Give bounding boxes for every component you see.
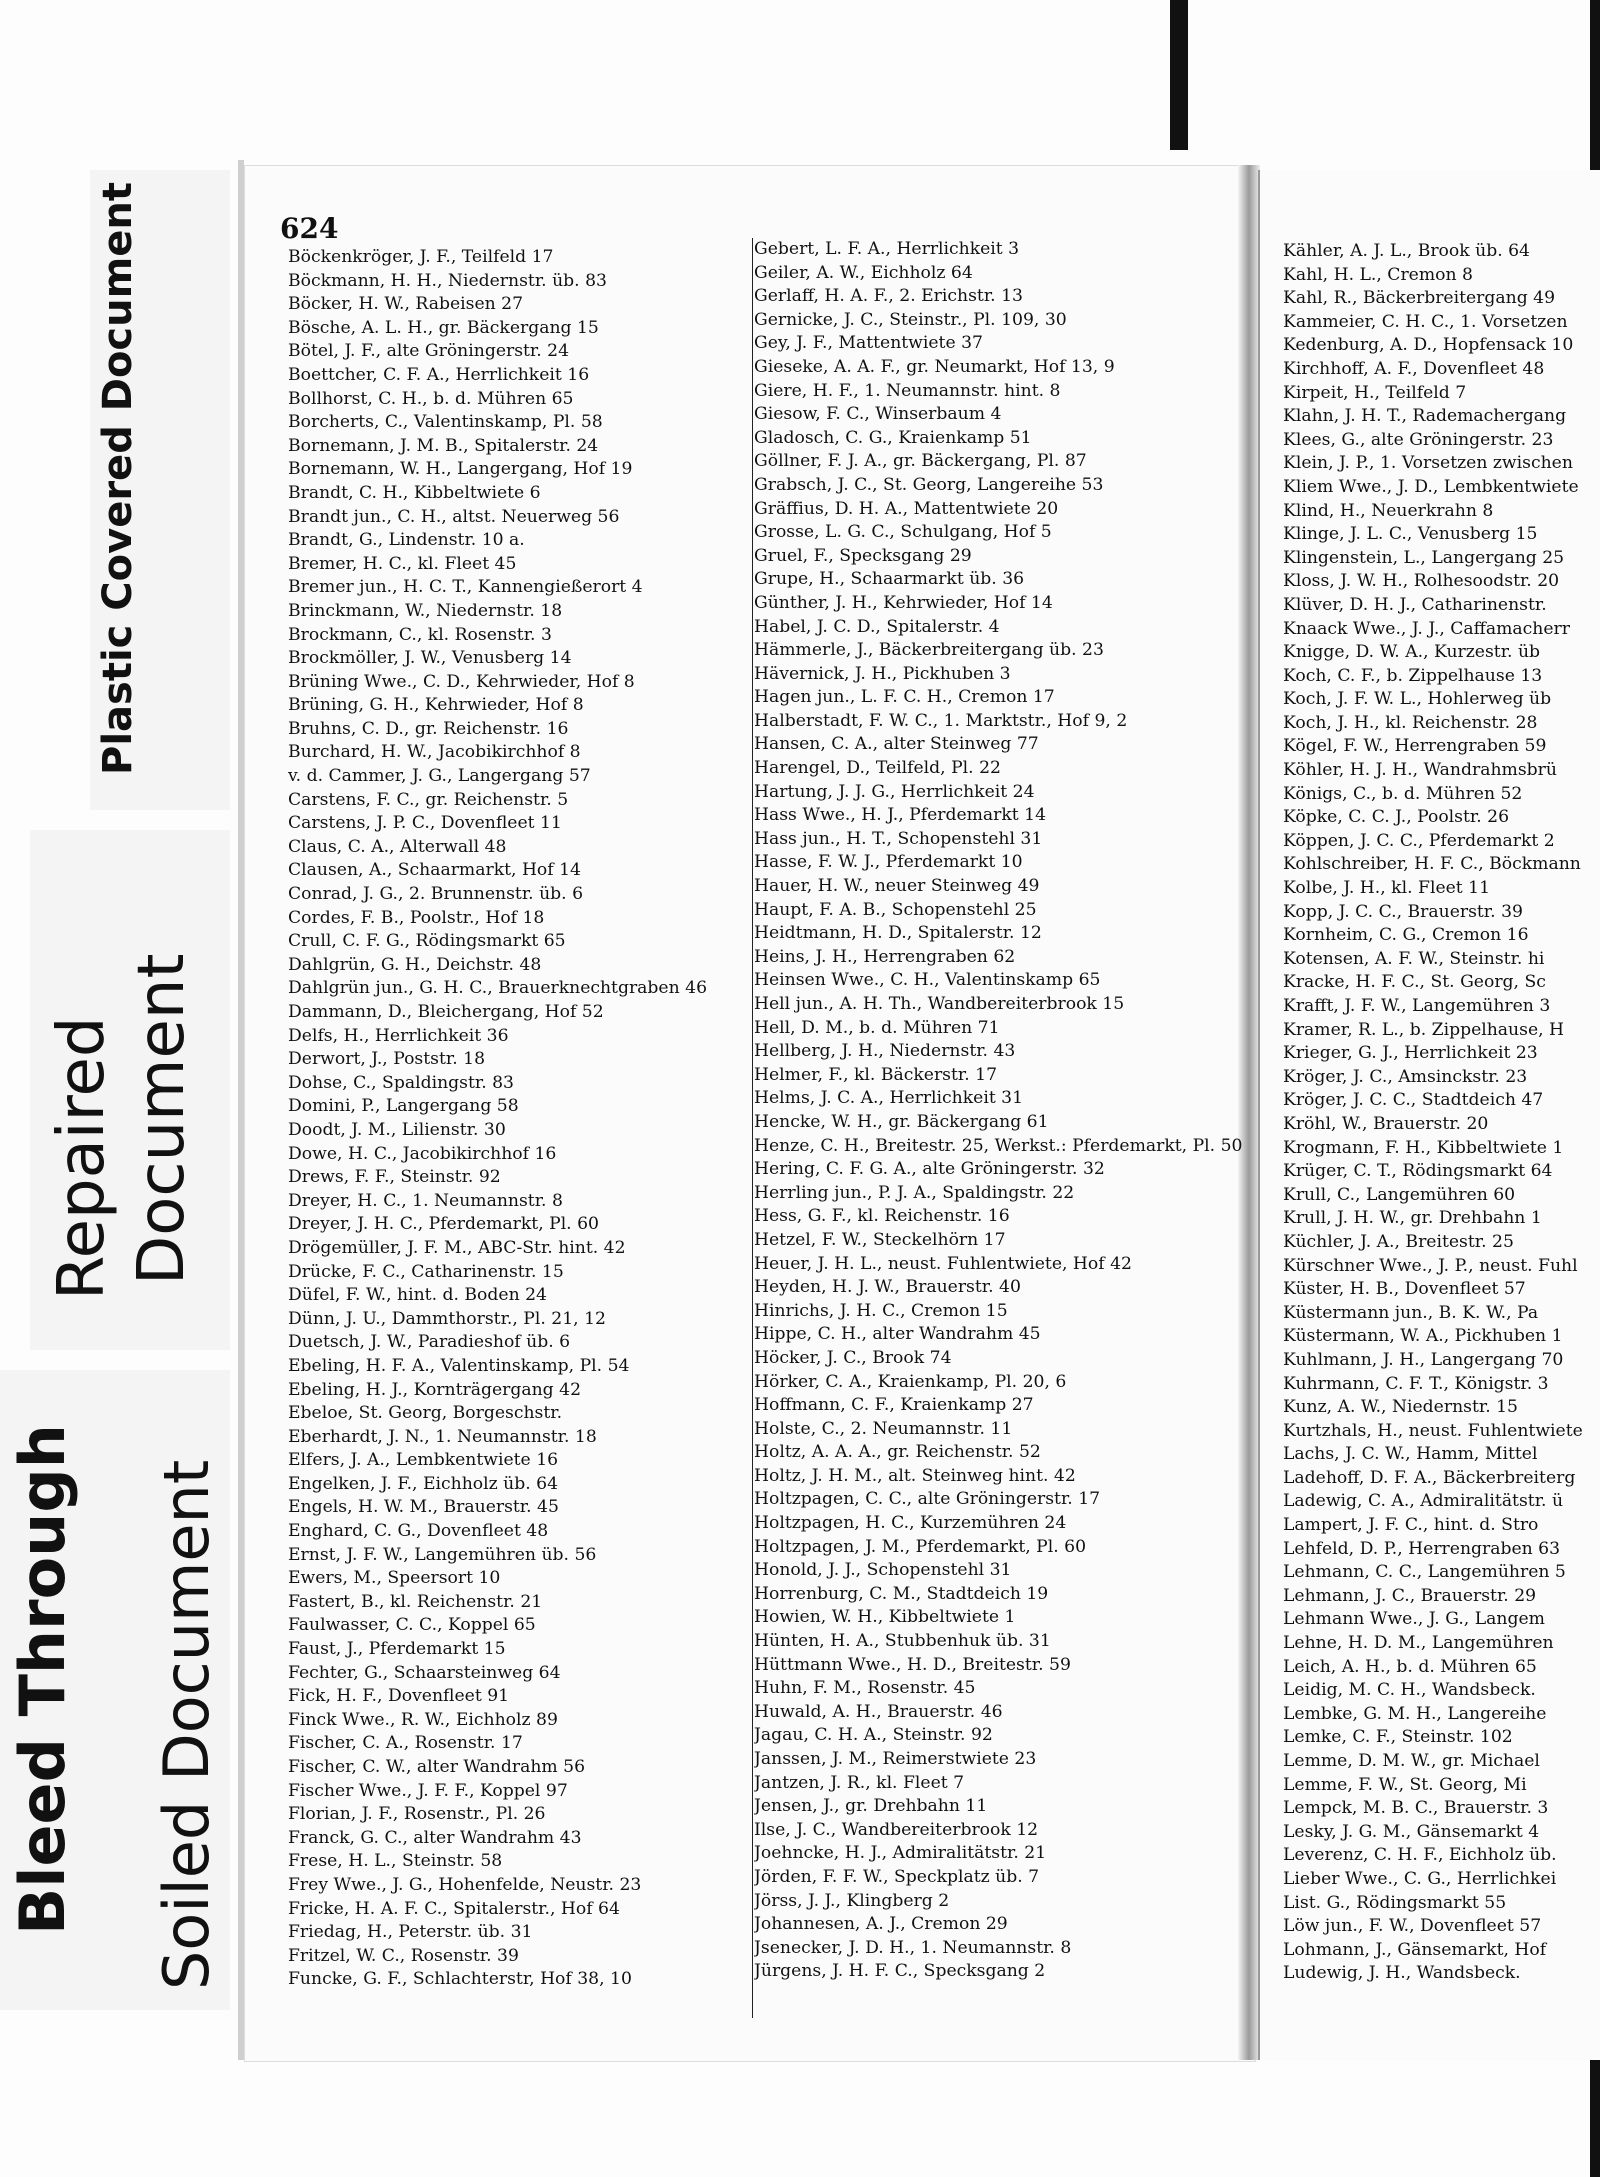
directory-entry: Lieber Wwe., C. G., Herrlichkei	[1283, 1868, 1557, 1889]
directory-entry: Küstermann jun., B. K. W., Pa	[1283, 1302, 1539, 1323]
directory-entry: Ladewig, C. A., Admiralitätstr. ü	[1283, 1491, 1564, 1512]
directory-entry: Kahl, R., Bäckerbreitergang 49	[1283, 288, 1556, 309]
directory-entry: Lesky, J. G. M., Gänsemarkt 4	[1283, 1821, 1540, 1842]
directory-entry: Harengel, D., Teilfeld, Pl. 22	[754, 758, 1001, 779]
directory-entry: Dahlgrün, G. H., Deichstr. 48	[288, 954, 542, 975]
directory-entry: Kohlschreiber, H. F. C., Böckmann	[1283, 854, 1581, 875]
directory-entry: Lemke, C. F., Steinstr. 102	[1283, 1727, 1513, 1748]
directory-entry: Habel, J. C. D., Spitalerstr. 4	[754, 616, 1000, 637]
directory-entry: Hauer, H. W., neuer Steinweg 49	[754, 876, 1040, 897]
directory-entry: Brandt jun., C. H., altst. Neuerweg 56	[288, 506, 620, 527]
directory-entry: Heuer, J. H. L., neust. Fuhlentwiete, Hof 42	[754, 1253, 1132, 1274]
directory-entry: Drögemüller, J. F. M., ABC-Str. hint. 42	[288, 1237, 626, 1258]
directory-entry: Gruel, F., Specksgang 29	[754, 545, 972, 566]
directory-entry: Kopp, J. C. C., Brauerstr. 39	[1283, 901, 1523, 922]
directory-entry: Grosse, L. G. C., Schulgang, Hof 5	[754, 522, 1052, 543]
directory-entry: Köpke, C. C. J., Poolstr. 26	[1283, 807, 1510, 828]
directory-entry: Friedag, H., Peterstr. üb. 31	[288, 1922, 533, 1943]
directory-entry: Jsenecker, J. D. H., 1. Neumannstr. 8	[754, 1937, 1072, 1958]
directory-entry: Jörden, F. F. W., Speckplatz üb. 7	[754, 1866, 1040, 1887]
directory-entry: Klüver, D. H. J., Catharinenstr.	[1283, 594, 1547, 615]
directory-entry: Eberhardt, J. N., 1. Neumannstr. 18	[288, 1426, 597, 1447]
directory-entry: Lachs, J. C. W., Hamm, Mittel	[1283, 1444, 1538, 1465]
directory-entry: Franck, G. C., alter Wandrahm 43	[288, 1827, 582, 1848]
directory-entry: Heinsen Wwe., C. H., Valentinskamp 65	[754, 970, 1101, 991]
directory-entry: Ludewig, J. H., Wandsbeck.	[1283, 1963, 1521, 1984]
directory-entry: Kahl, H. L., Cremon 8	[1283, 264, 1473, 285]
directory-entry: Hansen, C. A., alter Steinweg 77	[754, 734, 1039, 755]
directory-entry: Knigge, D. W. A., Kurzestr. üb	[1283, 642, 1541, 663]
directory-entry: Carstens, J. P. C., Dovenfleet 11	[288, 813, 562, 834]
directory-entry: Dreyer, H. C., 1. Neumannstr. 8	[288, 1190, 563, 1211]
directory-entry: v. d. Cammer, J. G., Langergang 57	[288, 766, 591, 787]
label-soiled: Soiled Document	[150, 1459, 223, 1990]
directory-entry: Dreyer, J. H. C., Pferdemarkt, Pl. 60	[288, 1214, 599, 1235]
directory-entry: Gernicke, J. C., Steinstr., Pl. 109, 30	[754, 309, 1067, 330]
directory-entry: Holtzpagen, C. C., alte Gröningerstr. 17	[754, 1489, 1101, 1510]
directory-entry: Düfel, F. W., hint. d. Boden 24	[288, 1285, 547, 1306]
directory-entry: Frey Wwe., J. G., Hohenfelde, Neustr. 23	[288, 1874, 642, 1895]
directory-entry: Kracke, H. F. C., St. Georg, Sc	[1283, 972, 1546, 993]
directory-entry: Burchard, H. W., Jacobikirchhof 8	[288, 742, 581, 763]
directory-entry: Böcker, H. W., Rabeisen 27	[288, 294, 524, 315]
directory-entry: Ebeling, H. F. A., Valentinskamp, Pl. 54	[288, 1355, 630, 1376]
directory-entry: Duetsch, J. W., Paradieshof üb. 6	[288, 1332, 571, 1353]
directory-entry: Krull, C., Langemühren 60	[1283, 1184, 1516, 1205]
directory-entry: Jürgens, J. H. F. C., Specksgang 2	[754, 1961, 1046, 1982]
directory-entry: Jantzen, J. R., kl. Fleet 7	[754, 1772, 965, 1793]
directory-entry: Hass Wwe., H. J., Pferdemarkt 14	[754, 805, 1047, 826]
directory-entry: Lehfeld, D. P., Herrengraben 63	[1283, 1538, 1561, 1559]
directory-entry: Hünten, H. A., Stubbenhuk üb. 31	[754, 1631, 1051, 1652]
directory-entry: Dowe, H. C., Jacobikirchhof 16	[288, 1143, 557, 1164]
directory-entry: Bösche, A. L. H., gr. Bäckergang 15	[288, 317, 599, 338]
directory-entry: Derwort, J., Poststr. 18	[288, 1049, 486, 1070]
directory-entry: Brandt, C. H., Kibbeltwiete 6	[288, 482, 541, 503]
page-number: 624	[280, 212, 339, 245]
directory-entry: Gräffius, D. H. A., Mattentwiete 20	[754, 498, 1059, 519]
directory-entry: Hell, D. M., b. d. Mühren 71	[754, 1017, 1000, 1038]
directory-entry: Kürschner Wwe., J. P., neust. Fuhl	[1283, 1255, 1578, 1276]
directory-entry: Kögel, F. W., Herrengraben 59	[1283, 736, 1547, 757]
label-plastic-covered: Plastic Covered Document	[95, 181, 141, 775]
directory-entry: Holtzpagen, J. M., Pferdemarkt, Pl. 60	[754, 1536, 1087, 1557]
directory-entry: Hartung, J. J. G., Herrlichkeit 24	[754, 781, 1035, 802]
directory-entry: Brockmann, C., kl. Rosenstr. 3	[288, 624, 552, 645]
directory-entry: Kramer, R. L., b. Zippelhause, H	[1283, 1019, 1565, 1040]
directory-entry: Gerlaff, H. A. F., 2. Erichstr. 13	[754, 286, 1023, 307]
directory-entry: Fischer, C. A., Rosenstr. 17	[288, 1733, 523, 1754]
directory-entry: Krafft, J. F. W., Langemühren 3	[1283, 996, 1551, 1016]
directory-entry: Howien, W. H., Kibbeltwiete 1	[754, 1607, 1016, 1628]
directory-entry: Günther, J. H., Kehrwieder, Hof 14	[754, 592, 1053, 613]
directory-entry: Carstens, F. C., gr. Reichenstr. 5	[288, 789, 569, 810]
directory-entry: Kammeier, C. H. C., 1. Vorsetzen	[1283, 311, 1568, 332]
directory-entry: Klein, J. P., 1. Vorsetzen zwischen	[1283, 453, 1573, 474]
directory-entry: Funcke, G. F., Schlachterstr, Hof 38, 10	[288, 1969, 632, 1990]
directory-entry: Kedenburg, A. D., Hopfensack 10	[1283, 335, 1574, 356]
directory-entry: Faust, J., Pferdemarkt 15	[288, 1639, 506, 1660]
directory-entry: Fischer, C. W., alter Wandrahm 56	[288, 1757, 586, 1777]
directory-entry: Hasse, F. W. J., Pferdemarkt 10	[754, 852, 1023, 873]
directory-entry: Elfers, J. A., Lembkentwiete 16	[288, 1450, 559, 1471]
directory-entry: Heins, J. H., Herrengraben 62	[754, 946, 1016, 967]
directory-entry: Ilse, J. C., Wandbereiterbrook 12	[754, 1819, 1039, 1840]
directory-entry: Faulwasser, C. C., Koppel 65	[288, 1615, 536, 1636]
directory-entry: Borcherts, C., Valentinskamp, Pl. 58	[288, 412, 603, 433]
directory-entry: Koch, J. F. W. L., Hohlerweg üb	[1283, 689, 1552, 710]
directory-entry: Böckmann, H. H., Niedernstr. üb. 83	[288, 270, 607, 291]
directory-entry: List. G., Rödingsmarkt 55	[1283, 1892, 1507, 1913]
directory-entry: Jensen, J., gr. Drehbahn 11	[754, 1796, 988, 1817]
directory-entry: Helmer, F., kl. Bäckerstr. 17	[754, 1064, 998, 1085]
directory-entry: Dünn, J. U., Dammthorstr., Pl. 21, 12	[288, 1308, 606, 1329]
directory-entry: Giesow, F. C., Winserbaum 4	[754, 404, 1002, 425]
directory-entry: Heyden, H. J. W., Brauerstr. 40	[754, 1277, 1021, 1298]
directory-entry: Hoffmann, C. F., Kraienkamp 27	[754, 1395, 1034, 1416]
directory-entry: Hering, C. F. G. A., alte Gröningerstr. 32	[754, 1159, 1105, 1180]
directory-entry: Hess, G. F., kl. Reichenstr. 16	[754, 1206, 1010, 1227]
directory-entry: Kuhlmann, J. H., Langergang 70	[1283, 1349, 1564, 1370]
directory-entry: Bornemann, J. M. B., Spitalerstr. 24	[288, 435, 599, 456]
directory-entry: Gladosch, C. G., Kraienkamp 51	[754, 427, 1032, 448]
directory-entry: Delfs, H., Herrlichkeit 36	[288, 1025, 509, 1046]
directory-entry: Brandt, G., Lindenstr. 10 a.	[288, 530, 525, 551]
directory-entry: Knaack Wwe., J. J., Caffamacherr	[1283, 618, 1570, 639]
directory-entry: Brüning Wwe., C. D., Kehrwieder, Hof 8	[288, 671, 635, 692]
directory-entry: Henze, C. H., Breitestr. 25, Werkst.: Pferdemarkt, Pl. 50	[754, 1135, 1243, 1156]
directory-entry: Kliem Wwe., J. D., Lembkentwiete	[1283, 476, 1579, 497]
directory-entry: Kröger, J. C. C., Stadtdeich 47	[1283, 1090, 1544, 1111]
directory-entry: Huhn, F. M., Rosenstr. 45	[754, 1678, 976, 1699]
directory-entry: Holtz, A. A. A., gr. Reichenstr. 52	[754, 1442, 1041, 1463]
directory-entry: Grabsch, J. C., St. Georg, Langereihe 53	[754, 474, 1104, 495]
directory-entry: Heidtmann, H. D., Spitalerstr. 12	[754, 923, 1042, 944]
directory-entry: Jörss, J. J., Klingberg 2	[754, 1890, 950, 1911]
directory-entry: Horrenburg, C. M., Stadtdeich 19	[754, 1583, 1049, 1604]
directory-entry: Kröhl, W., Brauerstr. 20	[1283, 1113, 1489, 1134]
directory-entry: Lehmann, C. C., Langemühren 5	[1283, 1562, 1566, 1583]
directory-entry: Helms, J. C. A., Herrlichkeit 31	[754, 1088, 1024, 1109]
directory-entry: Ernst, J. F. W., Langemühren üb. 56	[288, 1544, 597, 1565]
directory-entry: Lohmann, J., Gänsemarkt, Hof	[1283, 1939, 1547, 1960]
directory-entry: Joehncke, H. J., Admiralitätstr. 21	[754, 1843, 1047, 1864]
directory-entry: Halberstadt, F. W. C., 1. Marktstr., Hof 9, 2	[754, 710, 1128, 731]
directory-entry: Ladehoff, D. F. A., Bäckerbreiterg	[1283, 1467, 1576, 1488]
directory-entry: Boettcher, C. F. A., Herrlichkeit 16	[288, 364, 590, 385]
directory-entry: Böckenkröger, J. F., Teilfeld 17	[288, 247, 554, 267]
directory-entry: Haupt, F. A. B., Schopenstehl 25	[754, 899, 1037, 920]
directory-entry: Klahn, J. H. T., Rademachergang	[1283, 406, 1567, 427]
directory-entry: Krüger, C. T., Rödingsmarkt 64	[1283, 1161, 1553, 1182]
directory-column-2	[754, 238, 1254, 1984]
directory-entry: Hagen jun., L. F. C. H., Cremon 17	[754, 687, 1055, 708]
directory-entry: Hellberg, J. H., Niedernstr. 43	[754, 1041, 1016, 1062]
directory-entry: Höcker, J. C., Brook 74	[754, 1347, 952, 1368]
label-bleed-through: Bleed Through	[6, 1424, 79, 1935]
directory-entry: Lehmann Wwe., J. G., Langem	[1283, 1609, 1545, 1630]
directory-entry: Hencke, W. H., gr. Bäckergang 61	[754, 1111, 1049, 1132]
directory-entry: Kirpeit, H., Teilfeld 7	[1283, 382, 1467, 403]
directory-entry: Kolbe, J. H., kl. Fleet 11	[1283, 878, 1491, 899]
directory-entry: Giere, H. F., 1. Neumannstr. hint. 8	[754, 380, 1061, 401]
directory-entry: Domini, P., Langergang 58	[288, 1096, 519, 1117]
directory-entry: Leidig, M. C. H., Wandsbeck.	[1283, 1680, 1536, 1701]
directory-entry: Bornemann, W. H., Langergang, Hof 19	[288, 459, 633, 480]
directory-entry: Lehne, H. D. M., Langemühren	[1283, 1633, 1554, 1654]
directory-entry: Claus, C. A., Alterwall 48	[288, 836, 507, 857]
directory-entry: Bötel, J. F., alte Gröningerstr. 24	[288, 341, 570, 362]
directory-entry: Engelken, J. F., Eichholz üb. 64	[288, 1473, 559, 1494]
directory-entry: Kirchhoff, A. F., Dovenfleet 48	[1283, 358, 1545, 379]
directory-entry: Hinrichs, J. H. C., Cremon 15	[754, 1300, 1008, 1321]
directory-entry: Ebeling, H. J., Kornträgergang 42	[288, 1379, 582, 1400]
directory-entry: Klingenstein, L., Langergang 25	[1283, 547, 1565, 568]
directory-entry: Geiler, A. W., Eichholz 64	[754, 262, 973, 283]
directory-entry: Brüning, G. H., Kehrwieder, Hof 8	[288, 695, 584, 716]
scan-edge-top	[1170, 0, 1188, 150]
directory-entry: Leverenz, C. H. F., Eichholz üb.	[1283, 1845, 1557, 1866]
directory-entry: Fastert, B., kl. Reichenstr. 21	[288, 1591, 543, 1612]
directory-entry: Kähler, A. J. L., Brook üb. 64	[1283, 241, 1530, 261]
directory-entry: Ewers, M., Speersort 10	[288, 1568, 501, 1589]
directory-entry: Hell jun., A. H. Th., Wandbereiterbrook 15	[754, 994, 1125, 1014]
directory-entry: Göllner, F. J. A., gr. Bäckergang, Pl. 87	[754, 451, 1087, 472]
directory-entry: Fischer Wwe., J. F. F., Koppel 97	[288, 1780, 568, 1801]
directory-entry: Fritzel, W. C., Rosenstr. 39	[288, 1945, 519, 1966]
directory-entry: Florian, J. F., Rosenstr., Pl. 26	[288, 1804, 546, 1825]
directory-entry: Gebert, L. F. A., Herrlichkeit 3	[754, 239, 1020, 259]
directory-entry: Gey, J. F., Mattentwiete 37	[754, 333, 983, 354]
directory-entry: Dahlgrün jun., G. H. C., Brauerknechtgraben 46	[288, 978, 708, 999]
directory-entry: Kornheim, C. G., Cremon 16	[1283, 925, 1529, 946]
directory-entry: Cordes, F. B., Poolstr., Hof 18	[288, 907, 545, 928]
directory-entry: Dohse, C., Spaldingstr. 83	[288, 1072, 514, 1093]
directory-entry: Koch, J. H., kl. Reichenstr. 28	[1283, 712, 1538, 733]
directory-entry: Köppen, J. C. C., Pferdemarkt 2	[1283, 830, 1555, 851]
directory-entry: Jagau, C. H. A., Steinstr. 92	[754, 1725, 993, 1746]
directory-entry: Holste, C., 2. Neumannstr. 11	[754, 1418, 1013, 1439]
directory-entry: Clausen, A., Schaarmarkt, Hof 14	[288, 860, 581, 881]
directory-entry: Lempck, M. B. C., Brauerstr. 3	[1283, 1798, 1549, 1819]
directory-entry: Krogmann, F. H., Kibbeltwiete 1	[1283, 1137, 1564, 1158]
directory-entry: Enghard, C. G., Dovenfleet 48	[288, 1521, 549, 1542]
directory-entry: Fricke, H. A. F. C., Spitalerstr., Hof 64	[288, 1898, 620, 1919]
directory-entry: Hämmerle, J., Bäckerbreitergang üb. 23	[754, 640, 1104, 661]
directory-entry: Hävernick, J. H., Pickhuben 3	[754, 663, 1011, 684]
directory-entry: Brockmöller, J. W., Venusberg 14	[288, 648, 572, 669]
directory-entry: Klinge, J. L. C., Venusberg 15	[1283, 524, 1538, 545]
directory-entry: Johannesen, A. J., Cremon 29	[754, 1914, 1008, 1935]
directory-entry: Fick, H. F., Dovenfleet 91	[288, 1686, 510, 1707]
directory-entry: Gieseke, A. A. F., gr. Neumarkt, Hof 13, 9	[754, 356, 1115, 377]
directory-column-1	[288, 246, 758, 1992]
directory-entry: Conrad, J. G., 2. Brunnenstr. üb. 6	[288, 884, 584, 905]
directory-entry: Kunz, A. W., Niedernstr. 15	[1283, 1397, 1518, 1418]
directory-entry: Grupe, H., Schaarmarkt üb. 36	[754, 569, 1025, 590]
directory-entry: Köhler, H. J. H., Wandrahmsbrü	[1283, 760, 1557, 781]
directory-entry: Kotensen, A. F. W., Steinstr. hi	[1283, 948, 1545, 969]
directory-entry: Finck Wwe., R. W., Eichholz 89	[288, 1709, 558, 1730]
directory-entry: Küchler, J. A., Breitestr. 25	[1283, 1231, 1514, 1252]
directory-entry: Drücke, F. C., Catharinenstr. 15	[288, 1261, 564, 1282]
directory-entry: Leich, A. H., b. d. Mühren 65	[1283, 1656, 1537, 1677]
directory-entry: Lemme, F. W., St. Georg, Mi	[1283, 1774, 1527, 1795]
directory-entry: Hetzel, F. W., Steckelhörn 17	[754, 1229, 1006, 1250]
directory-column-3	[1283, 240, 1593, 1986]
directory-entry: Dammann, D., Bleichergang, Hof 52	[288, 1002, 604, 1022]
directory-entry: Bollhorst, C. H., b. d. Mühren 65	[288, 388, 574, 409]
label-repaired-line2: Document	[125, 953, 199, 1285]
directory-entry: Lampert, J. F. C., hint. d. Stro	[1283, 1515, 1539, 1536]
directory-entry: Bremer, H. C., kl. Fleet 45	[288, 553, 517, 574]
directory-entry: Bruhns, C. D., gr. Reichenstr. 16	[288, 718, 569, 739]
directory-entry: Kuhrmann, C. F. T., Königstr. 3	[1283, 1373, 1549, 1394]
label-repaired-line1: Repaired	[45, 1016, 119, 1300]
directory-entry: Engels, H. W. M., Brauerstr. 45	[288, 1497, 559, 1518]
directory-entry: Holtzpagen, H. C., Kurzemühren 24	[754, 1513, 1067, 1534]
directory-entry: Hippe, C. H., alter Wandrahm 45	[754, 1324, 1041, 1345]
directory-entry: Königs, C., b. d. Mühren 52	[1283, 783, 1523, 804]
directory-entry: Doodt, J. M., Lilienstr. 30	[288, 1119, 506, 1140]
directory-entry: Huwald, A. H., Brauerstr. 46	[754, 1701, 1003, 1722]
directory-entry: Küster, H. B., Dovenfleet 57	[1283, 1279, 1526, 1300]
directory-entry: Krull, J. H. W., gr. Drehbahn 1	[1283, 1208, 1542, 1229]
directory-entry: Herrling jun., P. J. A., Spaldingstr. 22	[754, 1182, 1075, 1203]
directory-entry: Klind, H., Neuerkrahn 8	[1283, 500, 1494, 521]
directory-entry: Brinckmann, W., Niedernstr. 18	[288, 600, 563, 621]
directory-entry: Crull, C. F. G., Rödingsmarkt 65	[288, 931, 566, 952]
directory-entry: Drews, F. F., Steinstr. 92	[288, 1167, 501, 1188]
directory-entry: Frese, H. L., Steinstr. 58	[288, 1851, 503, 1872]
directory-entry: Hörker, C. A., Kraienkamp, Pl. 20, 6	[754, 1371, 1067, 1392]
directory-entry: Löw jun., F. W., Dovenfleet 57	[1283, 1916, 1542, 1937]
directory-entry: Fechter, G., Schaarsteinweg 64	[288, 1662, 561, 1683]
directory-entry: Kröger, J. C., Amsinckstr. 23	[1283, 1066, 1528, 1087]
directory-entry: Holtz, J. H. M., alt. Steinweg hint. 42	[754, 1465, 1076, 1486]
directory-entry: Krieger, G. J., Herrlichkeit 23	[1283, 1043, 1538, 1064]
directory-entry: Lembke, G. M. H., Langereihe	[1283, 1703, 1547, 1724]
directory-entry: Küstermann, W. A., Pickhuben 1	[1283, 1326, 1563, 1347]
directory-entry: Kurtzhals, H., neust. Fuhlentwiete	[1283, 1420, 1583, 1441]
directory-entry: Ebeloe, St. Georg, Borgeschstr.	[288, 1403, 563, 1424]
directory-entry: Kloss, J. W. H., Rolhesoodstr. 20	[1283, 571, 1560, 592]
directory-entry: Honold, J. J., Schopenstehl 31	[754, 1560, 1012, 1581]
directory-entry: Koch, C. F., b. Zippelhause 13	[1283, 665, 1543, 686]
directory-entry: Lehmann, J. C., Brauerstr. 29	[1283, 1585, 1537, 1606]
directory-entry: Hass jun., H. T., Schopenstehl 31	[754, 828, 1043, 849]
directory-entry: Janssen, J. M., Reimerstwiete 23	[754, 1749, 1037, 1769]
directory-entry: Klees, G., alte Gröningerstr. 23	[1283, 429, 1554, 450]
directory-entry: Bremer jun., H. C. T., Kannengießerort 4	[288, 577, 643, 598]
directory-entry: Hüttmann Wwe., H. D., Breitestr. 59	[754, 1654, 1071, 1675]
directory-entry: Lemme, D. M. W., gr. Michael	[1283, 1751, 1540, 1771]
